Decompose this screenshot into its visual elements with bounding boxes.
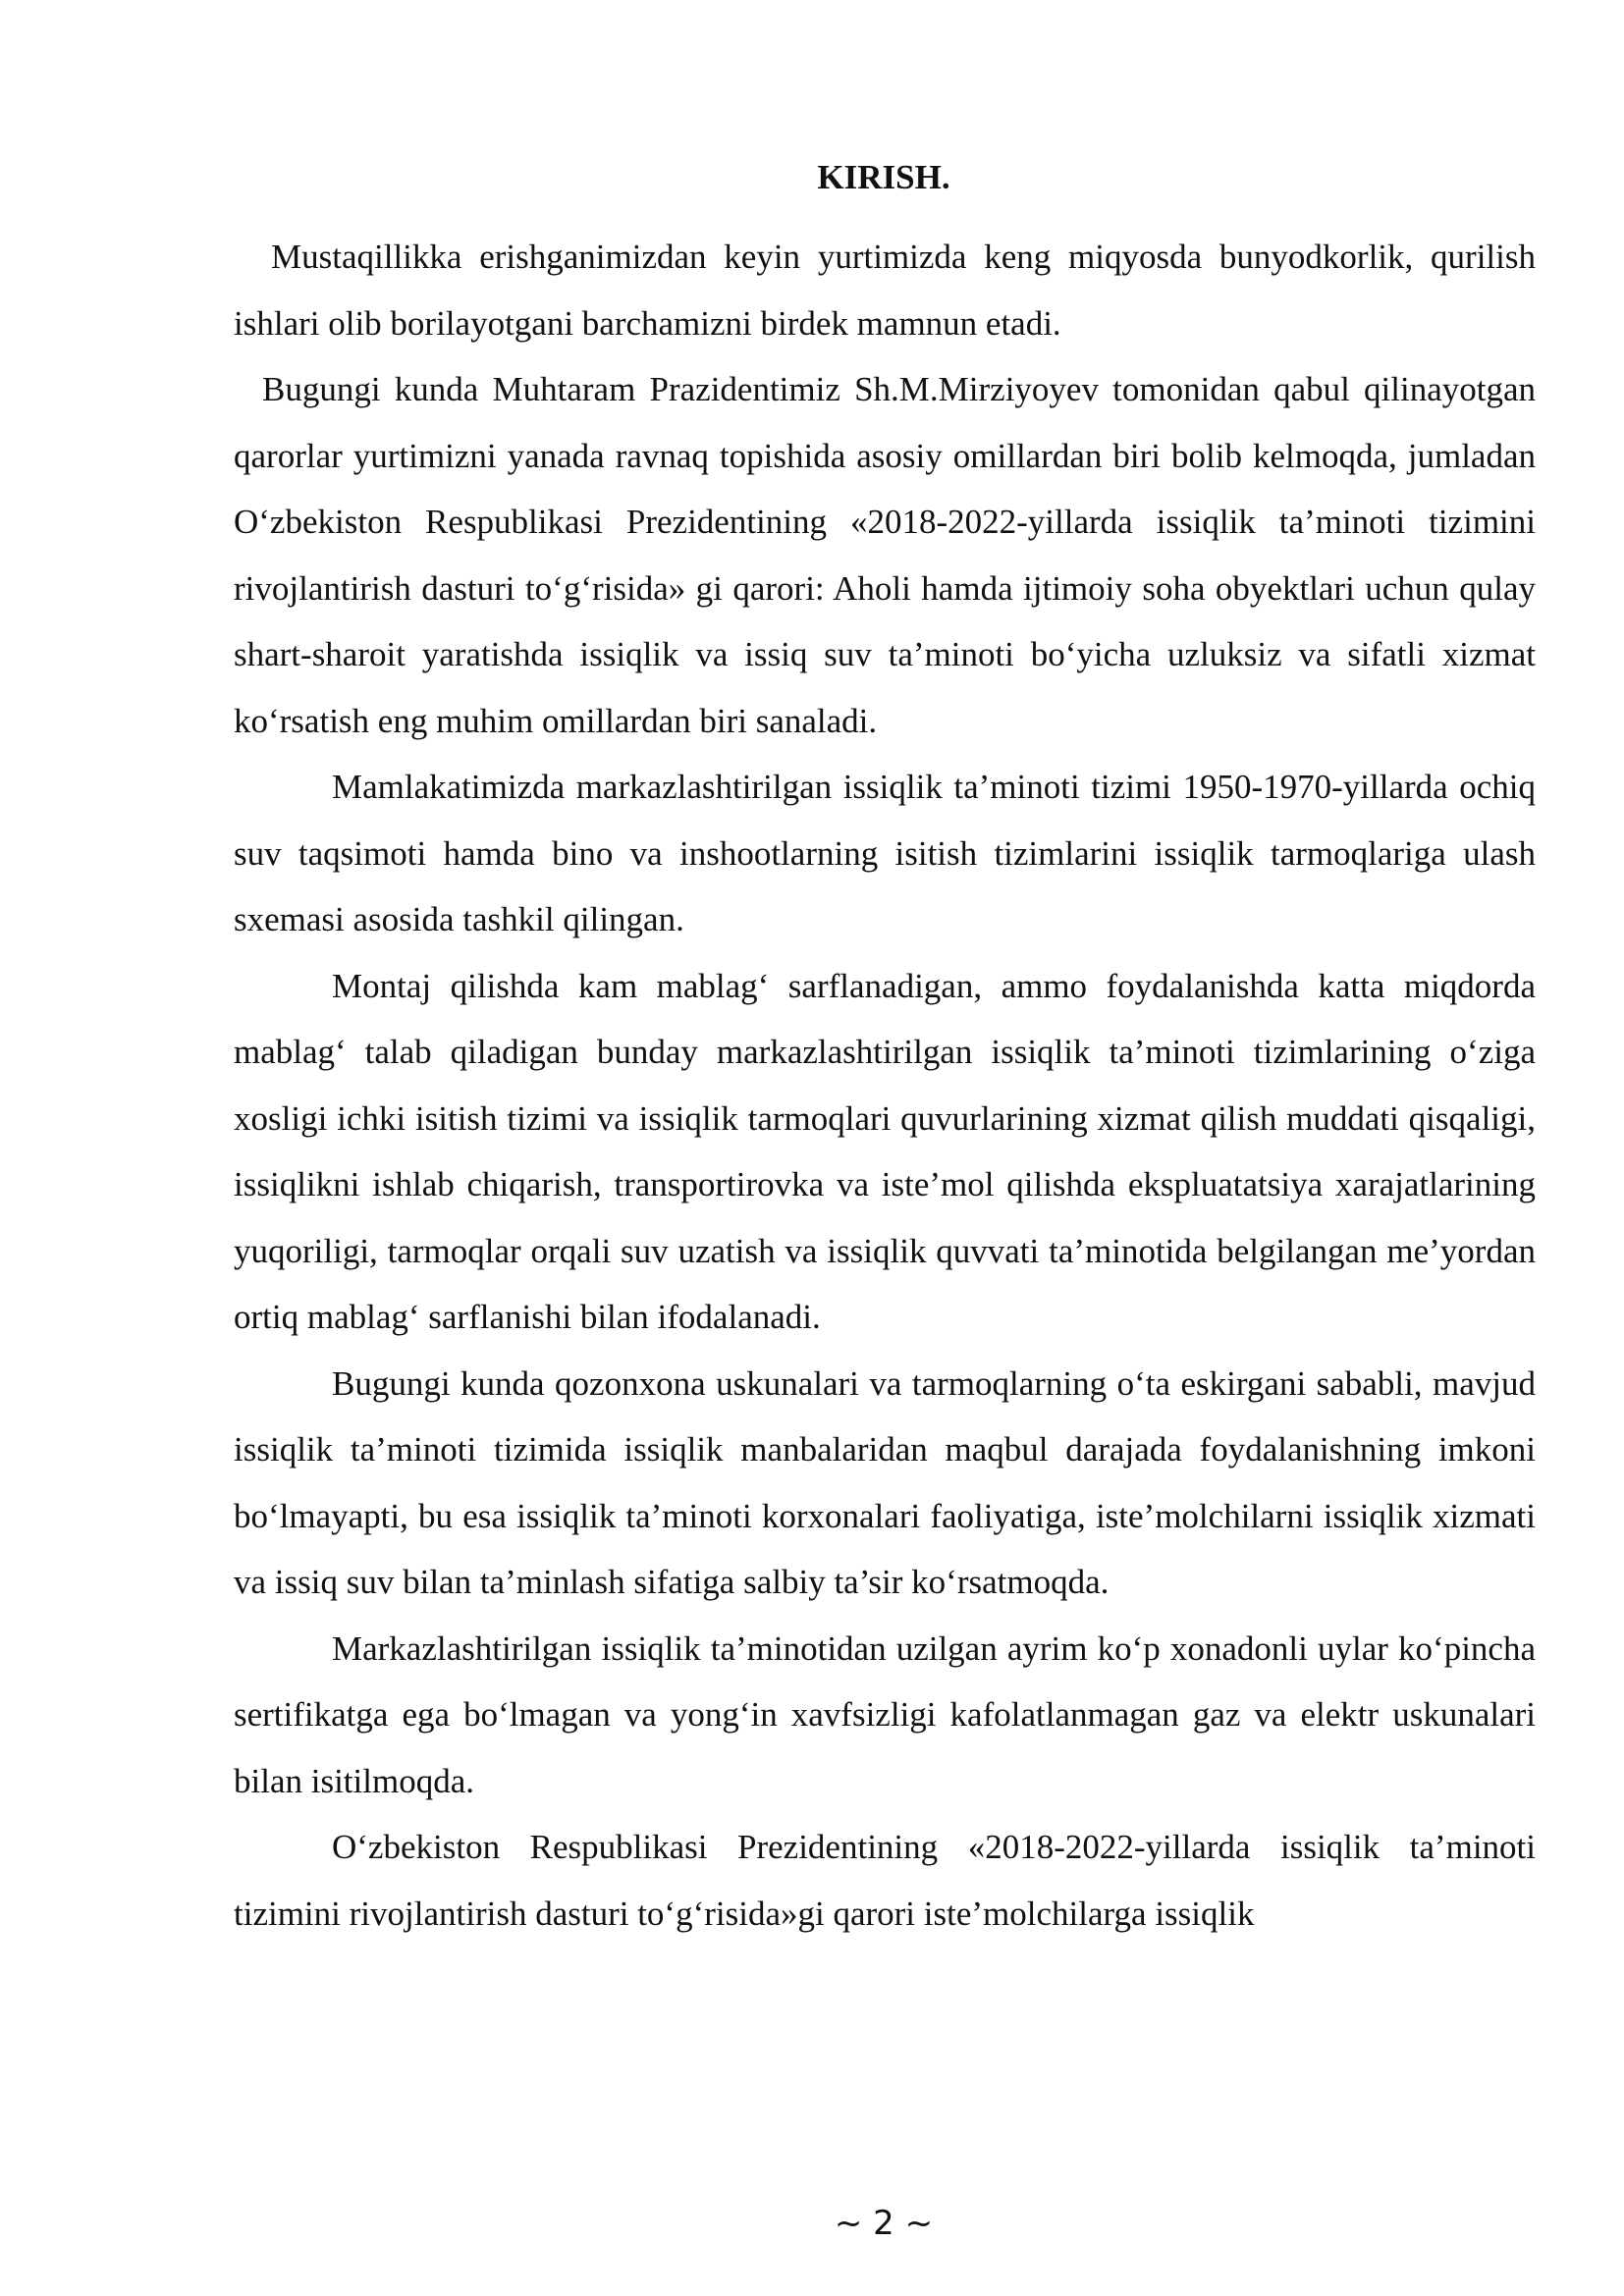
section-title: KIRISH. bbox=[817, 158, 950, 196]
body-text bbox=[234, 224, 1536, 1947]
paragraph: Markazlashtirilgan issiqlik ta’minotidan uzilgan ayrim ko‘p xonadonli uylar ko‘pincha sertifikatga ega bo‘lmagan va yong‘in xavfsizligi kafolatlanmagan gaz va elektr uskunalari bilan isitilmoqda. bbox=[234, 1629, 1536, 1800]
paragraph: Montaj qilishda kam mablag‘ sarflanadigan, ammo foydalanishda katta miqdorda mablag‘ talab qiladigan bunday markazlashtirilgan issiqlik ta’minoti tizimlarining o‘ziga xosligi ichki isitish tizimi va issiqlik tarmoqlari quvurlarining xizmat qilish muddati qisqaligi, issiqlikni ishlab chiqarish, transportirovka va iste’mol qilishda ekspluatatsiya xarajatlarining yuqoriligi, tarmoqlar orqali suv uzatish va issiqlik quvvati ta’minotida belgilangan me’yordan ortiq mablag‘ sarflanishi bilan ifodalanadi. bbox=[234, 966, 1536, 1336]
paragraph: Mamlakatimizda markazlashtirilgan issiqlik ta’minoti tizimi 1950-1970-yillarda ochiq suv taqsimoti hamda bino va inshootlarning isitish tizimlarini issiqlik tarmoqlariga ulash sxemasi asosida tashkil qilingan. bbox=[234, 768, 1536, 938]
paragraph: Bugungi kunda qozonxona uskunalari va tarmoqlarning o‘ta eskirgani sababli, mavjud issiqlik ta’minoti tizimida issiqlik manbalaridan maqbul darajada foydalanishning imkoni bo‘lmayapti, bu esa issiqlik ta’minoti korxonalari faoliyatiga, iste’molchilarni issiqlik xizmati va issiq suv bilan ta’minlash sifatiga salbiy ta’sir ko‘rsatmoqda. bbox=[234, 1363, 1536, 1601]
paragraph: Bugungi kunda Muhtaram Prazidentimiz Sh.M.Mirziyoyev tomonidan qabul qilinayotgan qarorlar yurtimizni yanada ravnaq topishida asosiy omillardan biri bolib kelmoqda, jumladan O‘zbekiston Respublikasi Prezidentining «2018-2022-yillarda issiqlik ta’minoti tizimini rivojlantirish dasturi to‘g‘risida» gi qarori: Aholi hamda ijtimoiy soha obyektlari uchun qulay shart-sharoit yaratishda issiqlik va issiq suv ta’minoti bo‘yicha uzluksiz va sifatli xizmat ko‘rsatish eng muhim omillardan biri sanaladi. bbox=[234, 370, 1536, 740]
paragraph: O‘zbekiston Respublikasi Prezidentining «2018-2022-yillarda issiqlik ta’minoti tizimini rivojlantirish dasturi to‘g‘risida»gi qarori iste’molchilarga issiqlik bbox=[234, 1828, 1536, 1933]
paragraph: Mustaqillikka erishganimizdan keyin yurtimizda keng miqyosda bunyodkorlik, qurilish ishlari olib borilayotgani barchamizni birdek mamnun etadi. bbox=[234, 238, 1536, 343]
page-number: ~ 2 ~ bbox=[834, 2204, 934, 2243]
